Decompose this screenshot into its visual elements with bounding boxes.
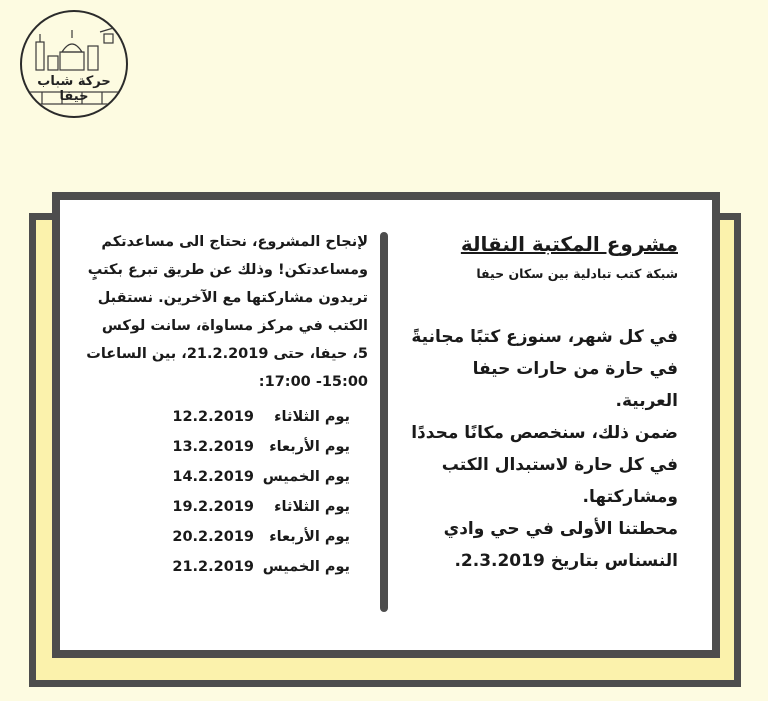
logo-badge [20, 10, 128, 118]
logo-text: حركة شباب حيفا [37, 74, 111, 104]
schedule-day: يوم الخميس [262, 559, 350, 575]
schedule-day: يوم الثلاثاء [274, 499, 350, 515]
schedule-day: يوم الأربعاء [269, 529, 350, 545]
left-column [82, 228, 368, 582]
schedule-date: 12.2.2019 [172, 409, 254, 425]
description-paragraph: في كل شهر، سنوزع كتبًا مجانيةً في حارة من حارات حيفا العربية. [411, 327, 678, 411]
schedule-day: يوم الخميس [262, 469, 350, 485]
schedule-row [82, 552, 368, 582]
schedule-list [82, 402, 368, 582]
schedule-row [82, 462, 368, 492]
donation-paragraph: لإنجاح المشروع، نحتاج الى مساعدتكم ومساعدتكن! وذلك عن طريق تبرع بكتبٍ تريدون مشاركتها مع الآخرين. نستقبل الكتب في مركز مساواة، سانت لوكس 5، حيفا، حتى 21.2.2019، بين الساعات 15:00- 17:00: [86, 234, 368, 390]
schedule-date: 21.2.2019 [172, 559, 254, 575]
page-subtitle: شبكة كتب تبادلية بين سكان حيفا [476, 266, 678, 281]
schedule-row [82, 492, 368, 522]
project-description [410, 321, 678, 577]
schedule-date: 19.2.2019 [172, 499, 254, 515]
description-paragraph: محطتنا الأولى في حي وادي النسناس بتاريخ 2.3.2019. [443, 519, 678, 571]
page-title: مشروع المكتبة النقالة [460, 232, 678, 256]
schedule-date: 14.2.2019 [172, 469, 254, 485]
schedule-date: 13.2.2019 [172, 439, 254, 455]
schedule-date: 20.2.2019 [172, 529, 254, 545]
schedule-day: يوم الثلاثاء [274, 409, 350, 425]
description-paragraph: ضمن ذلك، سنخصص مكانًا محددًا في كل حارة لاستبدال الكتب ومشاركتها. [411, 423, 678, 507]
column-divider [380, 232, 388, 612]
donation-info [82, 228, 368, 396]
schedule-row [82, 432, 368, 462]
right-column [410, 228, 678, 577]
schedule-row [82, 402, 368, 432]
schedule-row [82, 522, 368, 552]
schedule-day: يوم الأربعاء [269, 439, 350, 455]
